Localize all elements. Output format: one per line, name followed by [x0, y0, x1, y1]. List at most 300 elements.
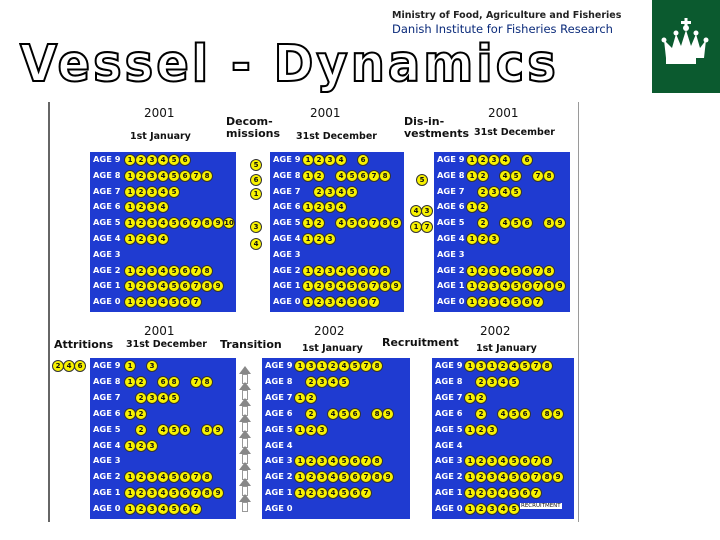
age-label: AGE 6 — [437, 201, 465, 212]
vessel-coin: 5 — [346, 280, 358, 292]
vessel-coin: 7 — [190, 471, 202, 483]
vessel-coin: 9 — [382, 408, 394, 420]
age-label: AGE 0 — [273, 296, 301, 307]
age-label: AGE 3 — [93, 248, 121, 259]
vessel-coin: 5 — [168, 217, 180, 229]
vessel-coin: 6 — [521, 217, 533, 229]
vessel-coin: 4 — [157, 280, 169, 292]
age-label: AGE 5 — [437, 217, 465, 228]
age-label: AGE 2 — [93, 264, 121, 275]
age-label: AGE 9 — [273, 154, 301, 164]
decommission-coin: 5 — [250, 159, 262, 171]
vessel-coin: 8 — [201, 376, 213, 388]
age-row — [270, 232, 404, 246]
vessel-coin: 1 — [466, 265, 478, 277]
crown-icon — [652, 0, 720, 93]
vessel-coin: 8 — [201, 471, 213, 483]
vessel-coin: 1 — [302, 154, 314, 166]
age-panel-p2001dec2 — [434, 152, 570, 312]
vessel-coin: 5 — [168, 154, 180, 166]
age-row — [262, 502, 410, 516]
vessel-coin: 8 — [379, 265, 391, 277]
vessel-coin: 2 — [135, 154, 147, 166]
vessel-coin: 2 — [475, 392, 487, 404]
vessel-coin: 3 — [475, 360, 487, 372]
vessel-coin: 1 — [464, 487, 476, 499]
vessel-coin: 5 — [510, 186, 522, 198]
vessel-coin: 8 — [543, 217, 555, 229]
vessel-coin: 5 — [346, 296, 358, 308]
vessel-coin: 4 — [157, 217, 169, 229]
age-label: AGE 5 — [93, 423, 121, 434]
age-row — [90, 279, 236, 293]
vessel-coin: 3 — [316, 424, 328, 436]
vessel-coin: 5 — [508, 503, 520, 515]
vessel-coin: 5 — [168, 471, 180, 483]
age-row — [90, 264, 236, 278]
age-label: AGE 1 — [273, 280, 301, 291]
vessel-coin: 4 — [157, 233, 169, 245]
vessel-coin: 2 — [313, 296, 325, 308]
age-row — [434, 185, 570, 199]
age-row — [90, 423, 236, 437]
age-label: AGE 1 — [435, 487, 463, 498]
age-row — [270, 295, 404, 309]
age-label: AGE 0 — [435, 503, 463, 514]
vessel-coin: 3 — [146, 296, 158, 308]
vessel-coin: 1 — [124, 154, 136, 166]
vessel-coin: 3 — [305, 360, 317, 372]
vessel-coin: 2 — [135, 280, 147, 292]
age-row — [432, 454, 574, 468]
vessel-coin: 4 — [327, 455, 339, 467]
panel-date: 31st December — [474, 127, 555, 138]
vessel-coin: 3 — [146, 360, 158, 372]
age-row — [90, 470, 236, 484]
vessel-coin: 1 — [302, 217, 314, 229]
age-label: AGE 4 — [437, 233, 465, 243]
vessel-coin: 4 — [499, 186, 511, 198]
vessel-coin: 6 — [179, 424, 191, 436]
vessel-coin: 2 — [313, 186, 325, 198]
vessel-coin: 1 — [124, 201, 136, 213]
vessel-coin: 1 — [302, 265, 314, 277]
vessel-coin: 7 — [530, 487, 542, 499]
age-row — [90, 375, 236, 389]
vessel-coin: 2 — [305, 392, 317, 404]
vessel-coin: 9 — [390, 217, 402, 229]
age-label: AGE 2 — [265, 471, 293, 482]
age-label: AGE 9 — [437, 154, 465, 164]
vessel-coin: 4 — [157, 170, 169, 182]
vessel-coin: 4 — [327, 408, 339, 420]
vessel-coin: 5 — [338, 455, 350, 467]
age-row — [90, 359, 236, 373]
age-label: AGE 5 — [93, 217, 121, 228]
vessel-coin: 8 — [201, 217, 213, 229]
vessel-coin: 9 — [390, 280, 402, 292]
vessel-coin: 5 — [510, 265, 522, 277]
vessel-coin: 6 — [179, 471, 191, 483]
vessel-coin: 8 — [541, 408, 553, 420]
age-label: AGE 3 — [435, 455, 463, 466]
vessel-coin: 1 — [124, 376, 136, 388]
age-label: AGE 8 — [437, 169, 465, 180]
vessel-coin: 6 — [357, 296, 369, 308]
vessel-coin: 3 — [146, 154, 158, 166]
vessel-coin: 7 — [190, 376, 202, 388]
panel-year: 2002 — [314, 324, 345, 338]
vessel-coin: 1 — [466, 280, 478, 292]
vessel-coin: 1 — [124, 233, 136, 245]
vessel-coin: 6 — [357, 154, 369, 166]
vessel-coin: 6 — [157, 376, 169, 388]
age-row — [262, 391, 410, 405]
vessel-coin: 4 — [157, 392, 169, 404]
panel-date: 31st December — [126, 339, 207, 350]
vessel-coin: 5 — [346, 265, 358, 277]
age-label: AGE 2 — [273, 264, 301, 275]
vessel-coin: 9 — [382, 471, 394, 483]
vessel-coin: 8 — [201, 170, 213, 182]
age-label: AGE 1 — [265, 487, 293, 498]
page-title: Vessel - Dynamics — [20, 34, 559, 94]
vessel-coin: 5 — [510, 217, 522, 229]
age-label: AGE 9 — [93, 154, 121, 164]
vessel-coin: 1 — [466, 201, 478, 213]
vessel-coin: 5 — [346, 186, 358, 198]
age-label: AGE 0 — [265, 503, 293, 514]
decommission-coin: 1 — [250, 188, 262, 200]
vessel-coin: 3 — [488, 296, 500, 308]
vessel-coin: 7 — [368, 217, 380, 229]
disinvestment-coin: 1 — [410, 221, 422, 233]
age-row — [434, 295, 570, 309]
vessel-coin: 9 — [554, 280, 566, 292]
vessel-coin: 4 — [497, 455, 509, 467]
vessel-coin: 2 — [135, 392, 147, 404]
vessel-coin: 2 — [305, 408, 317, 420]
age-label: AGE 6 — [265, 407, 293, 418]
vessel-coin: 4 — [327, 376, 339, 388]
vessel-coin: 7 — [368, 265, 380, 277]
age-row — [270, 216, 404, 230]
vessel-coin: 4 — [335, 280, 347, 292]
vessel-coin: 2 — [327, 360, 339, 372]
vessel-coin: 3 — [486, 424, 498, 436]
vessel-coin: 6 — [179, 170, 191, 182]
age-label: AGE 0 — [437, 296, 465, 307]
transition-arrow-icon — [239, 462, 251, 470]
age-row — [90, 439, 236, 453]
transition-arrow-icon — [239, 382, 251, 390]
vessel-coin: 7 — [532, 296, 544, 308]
age-row — [270, 153, 404, 167]
age-row — [262, 486, 410, 500]
vessel-coin: 8 — [371, 360, 383, 372]
attrition-coin: 2 — [52, 360, 64, 372]
attritions-label: Attritions — [54, 338, 114, 351]
vessel-coin: 3 — [486, 455, 498, 467]
age-label: AGE 4 — [273, 233, 301, 243]
age-row — [434, 216, 570, 230]
vessel-coin: 2 — [313, 280, 325, 292]
age-row — [262, 407, 410, 421]
vessel-coin: 3 — [324, 186, 336, 198]
vessel-coin: 1 — [302, 233, 314, 245]
age-row — [434, 169, 570, 183]
age-label: AGE 4 — [93, 233, 121, 243]
vessel-coin: 2 — [135, 170, 147, 182]
vessel-coin: 2 — [135, 265, 147, 277]
transition-arrow-icon — [239, 478, 251, 486]
age-row — [432, 423, 574, 437]
age-label: AGE 4 — [435, 439, 463, 450]
vessel-coin: 2 — [305, 455, 317, 467]
vessel-coin: 4 — [335, 201, 347, 213]
age-label: AGE 9 — [265, 360, 293, 370]
age-row — [270, 169, 404, 183]
vessel-coin: 1 — [302, 280, 314, 292]
vessel-coin: 2 — [477, 233, 489, 245]
vessel-coin: 8 — [543, 265, 555, 277]
panel-year: 2001 — [144, 106, 175, 120]
vessel-coin: 3 — [488, 154, 500, 166]
vessel-coin: 8 — [201, 280, 213, 292]
vessel-coin: 4 — [335, 186, 347, 198]
age-row — [432, 391, 574, 405]
panel-year: 2002 — [480, 324, 511, 338]
vessel-coin: 5 — [508, 471, 520, 483]
vessel-coin: 1 — [124, 296, 136, 308]
vessel-coin: 5 — [508, 408, 520, 420]
vessel-coin: 1 — [294, 360, 306, 372]
vessel-coin: 3 — [488, 280, 500, 292]
vessel-coin: 3 — [316, 455, 328, 467]
age-label: AGE 3 — [273, 248, 301, 259]
vessel-coin: 2 — [475, 376, 487, 388]
vessel-coin: 8 — [541, 455, 553, 467]
vessel-coin: 2 — [475, 503, 487, 515]
vessel-coin: 8 — [371, 471, 383, 483]
age-row — [270, 185, 404, 199]
panel-date: 1st January — [130, 131, 191, 142]
age-row — [270, 264, 404, 278]
vessel-coin: 5 — [338, 408, 350, 420]
age-label: AGE 3 — [437, 248, 465, 259]
age-row — [90, 200, 236, 214]
vessel-coin: 4 — [157, 424, 169, 436]
vessel-coin: 8 — [379, 217, 391, 229]
vessel-coin: 6 — [519, 487, 531, 499]
disinvestment-coin: 3 — [421, 205, 433, 217]
age-row — [434, 232, 570, 246]
vessel-coin: 4 — [497, 376, 509, 388]
vessel-coin: 3 — [316, 487, 328, 499]
transition-arrow-stem — [242, 502, 248, 512]
transition-arrow-icon — [239, 414, 251, 422]
vessel-coin: 5 — [510, 280, 522, 292]
vessel-coin: 2 — [135, 217, 147, 229]
recruitment-tag: RECRUITMENT — [521, 503, 561, 509]
vessel-coin: 6 — [357, 265, 369, 277]
vessel-coin: 4 — [157, 471, 169, 483]
attrition-coin: 4 — [63, 360, 75, 372]
vessel-coin: 6 — [357, 170, 369, 182]
vessel-coin: 1 — [294, 471, 306, 483]
panel-date: 1st January — [476, 343, 537, 354]
vessel-coin: 2 — [477, 296, 489, 308]
vessel-coin: 1 — [316, 360, 328, 372]
vessel-coin: 2 — [305, 471, 317, 483]
vessel-coin: 3 — [324, 265, 336, 277]
vessel-coin: 8 — [201, 487, 213, 499]
age-row — [90, 391, 236, 405]
vessel-coin: 6 — [179, 280, 191, 292]
vessel-coin: 5 — [168, 170, 180, 182]
vessel-coin: 6 — [349, 487, 361, 499]
vessel-coin: 2 — [477, 280, 489, 292]
vessel-coin: 4 — [499, 217, 511, 229]
panel-year: 2001 — [488, 106, 519, 120]
vessel-coin: 4 — [157, 186, 169, 198]
vessel-coin: 7 — [360, 455, 372, 467]
vessel-coin: 3 — [146, 186, 158, 198]
age-row — [262, 375, 410, 389]
ministry-heading: Ministry of Food, Agriculture and Fisheries — [392, 10, 622, 21]
age-label: AGE 8 — [273, 169, 301, 180]
vessel-coin: 4 — [335, 154, 347, 166]
vessel-coin: 8 — [543, 280, 555, 292]
vessel-coin: 3 — [324, 280, 336, 292]
age-label: AGE 1 — [93, 487, 121, 498]
vessel-coin: 2 — [475, 471, 487, 483]
age-label: AGE 2 — [437, 264, 465, 275]
age-label: AGE 4 — [265, 439, 293, 450]
vessel-coin: 5 — [510, 296, 522, 308]
vessel-coin: 5 — [168, 487, 180, 499]
vessel-coin: 3 — [324, 296, 336, 308]
vessel-coin: 5 — [338, 471, 350, 483]
vessel-coin: 2 — [313, 265, 325, 277]
vessel-coin: 7 — [530, 471, 542, 483]
vessel-coin: 2 — [135, 186, 147, 198]
vessel-coin: 2 — [313, 217, 325, 229]
vessel-coin: 2 — [135, 233, 147, 245]
vessel-coin: 9 — [552, 408, 564, 420]
age-label: AGE 0 — [93, 503, 121, 514]
vessel-coin: 10 — [224, 219, 234, 228]
vessel-coin: 5 — [168, 296, 180, 308]
vessel-coin: 5 — [346, 170, 358, 182]
vessel-coin: 2 — [305, 376, 317, 388]
panel-year: 2001 — [310, 106, 341, 120]
vessel-coin: 2 — [135, 376, 147, 388]
transition-label: Transition — [220, 338, 282, 351]
vessel-coin: 1 — [124, 170, 136, 182]
vessel-coin: 3 — [488, 265, 500, 277]
age-row — [432, 407, 574, 421]
age-row — [90, 407, 236, 421]
vessel-coin: 2 — [477, 201, 489, 213]
disinvestment-coin: 7 — [421, 221, 433, 233]
vessel-coin: 6 — [179, 217, 191, 229]
vessel-coin: 8 — [541, 360, 553, 372]
age-row — [432, 439, 574, 453]
age-label: AGE 6 — [273, 201, 301, 212]
age-panel-p2001jan — [90, 152, 236, 312]
age-panel-p2002jan2 — [432, 358, 574, 519]
vessel-coin: 9 — [212, 217, 224, 229]
vessel-coin: 3 — [146, 265, 158, 277]
vessel-coin: 2 — [475, 487, 487, 499]
age-label: AGE 8 — [93, 169, 121, 180]
age-label: AGE 3 — [93, 455, 121, 466]
age-row — [90, 295, 236, 309]
age-row — [434, 264, 570, 278]
vessel-coin: 7 — [532, 280, 544, 292]
age-row — [434, 153, 570, 167]
age-row — [90, 502, 236, 516]
vessel-coin: 2 — [135, 296, 147, 308]
vessel-coin: 1 — [124, 186, 136, 198]
vessel-coin: 1 — [466, 154, 478, 166]
vessel-coin: 7 — [190, 265, 202, 277]
vessel-coin: 4 — [335, 296, 347, 308]
vessel-coin: 2 — [305, 424, 317, 436]
vessel-coin: 6 — [349, 408, 361, 420]
vessel-coin: 3 — [488, 233, 500, 245]
vessel-coin: 7 — [190, 170, 202, 182]
age-row — [434, 200, 570, 214]
vessel-coin: 2 — [475, 424, 487, 436]
vessel-coin: 3 — [146, 170, 158, 182]
vessel-coin: 5 — [508, 376, 520, 388]
disinvestment-coin: 5 — [416, 174, 428, 186]
vessel-coin: 5 — [349, 360, 361, 372]
vessel-coin: 4 — [157, 154, 169, 166]
vessel-coin: 7 — [190, 503, 202, 515]
vessel-coin: 3 — [146, 201, 158, 213]
vessel-coin: 7 — [190, 280, 202, 292]
vessel-coin: 4 — [499, 280, 511, 292]
vessel-coin: 2 — [477, 217, 489, 229]
vessel-coin: 3 — [324, 233, 336, 245]
vessel-coin: 8 — [379, 280, 391, 292]
panel-date: 31st December — [296, 131, 377, 142]
vessel-coin: 8 — [201, 424, 213, 436]
vessel-coin: 3 — [486, 471, 498, 483]
vessel-coin: 7 — [532, 265, 544, 277]
vessel-coin: 1 — [124, 503, 136, 515]
panel-date: 1st January — [302, 343, 363, 354]
vessel-coin: 7 — [368, 280, 380, 292]
age-label: AGE 2 — [93, 471, 121, 482]
vessel-coin: 3 — [486, 376, 498, 388]
age-row — [432, 359, 574, 373]
age-row — [262, 359, 410, 373]
vessel-coin: 1 — [464, 455, 476, 467]
age-label: AGE 5 — [265, 423, 293, 434]
vessel-coin: 5 — [508, 455, 520, 467]
vessel-coin: 1 — [124, 360, 136, 372]
age-label: AGE 3 — [265, 455, 293, 466]
vessel-coin: 5 — [168, 424, 180, 436]
vessel-coin: 1 — [294, 392, 306, 404]
age-row — [262, 454, 410, 468]
vessel-coin: 9 — [552, 471, 564, 483]
transition-arrow-icon — [239, 494, 251, 502]
